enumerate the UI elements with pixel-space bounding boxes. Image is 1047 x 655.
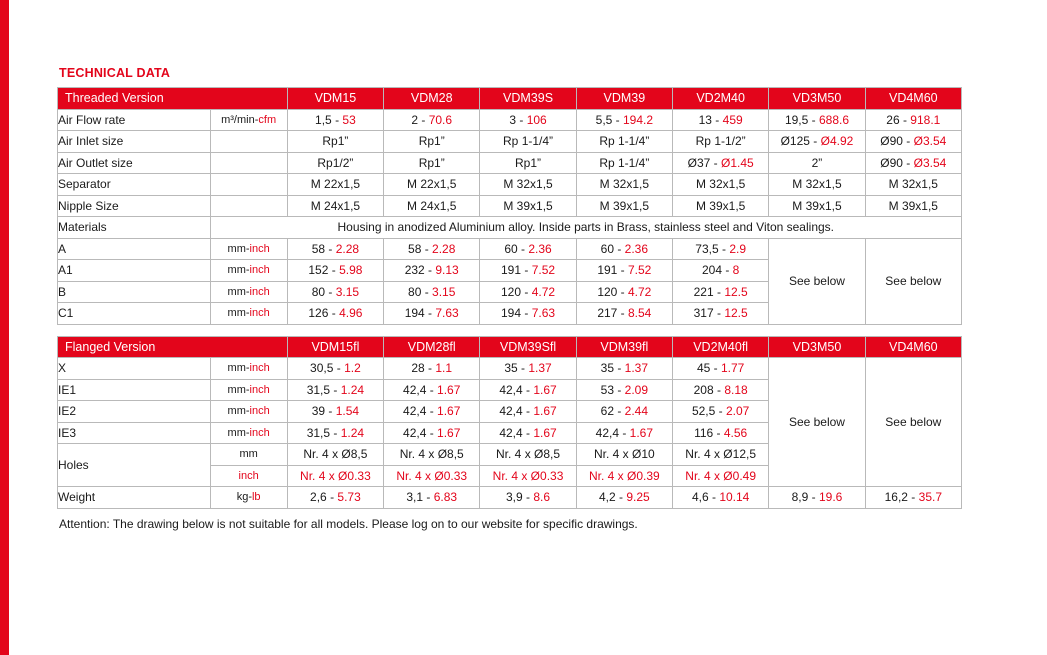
flanged-col-vdm28fl: VDM28fl: [384, 336, 480, 358]
threaded-version-table: [57, 87, 962, 325]
cell: M 22x1,5: [287, 174, 383, 196]
cell: Rp 1-1/4”: [480, 131, 576, 153]
cell: 191 - 7.52: [576, 260, 672, 282]
cell: 2”: [769, 152, 865, 174]
row-unit: m³/min-cfm: [210, 109, 287, 131]
cell: 126 - 4.96: [287, 303, 383, 325]
cell: M 22x1,5: [384, 174, 480, 196]
cell: 45 - 1.77: [673, 358, 769, 380]
row-label: Holes: [58, 444, 211, 487]
flanged-col-vd4m60: VD4M60: [865, 336, 961, 358]
cell: Ø125 - Ø4.92: [769, 131, 865, 153]
cell: 42,4 - 1.67: [384, 422, 480, 444]
table-spacer: [57, 325, 962, 336]
weight-row: [58, 487, 962, 509]
cell: 120 - 4.72: [480, 281, 576, 303]
row-unit: mm-inch: [210, 358, 287, 380]
threaded-header-row: [58, 88, 962, 110]
cell: 16,2 - 35.7: [865, 487, 961, 509]
row-label: IE2: [58, 401, 211, 423]
cell: 35 - 1.37: [576, 358, 672, 380]
cell: Ø90 - Ø3.54: [865, 131, 961, 153]
cell: Nr. 4 x Ø0.49: [673, 465, 769, 487]
cell: M 39x1,5: [769, 195, 865, 217]
table-row: [58, 358, 962, 380]
row-label: IE1: [58, 379, 211, 401]
cell: 120 - 4.72: [576, 281, 672, 303]
cell: Rp 1-1/4”: [576, 152, 672, 174]
cell: 232 - 9.13: [384, 260, 480, 282]
cell: 58 - 2.28: [287, 238, 383, 260]
cell: Nr. 4 x Ø8,5: [287, 444, 383, 466]
see-below-vd3m50: See below: [769, 238, 865, 324]
cell: 217 - 8.54: [576, 303, 672, 325]
cell: 3,9 - 8.6: [480, 487, 576, 509]
row-unit: mm-inch: [210, 281, 287, 303]
row-unit: mm-inch: [210, 238, 287, 260]
cell: M 39x1,5: [673, 195, 769, 217]
threaded-col-vdm15: VDM15: [287, 88, 383, 110]
cell: 58 - 2.28: [384, 238, 480, 260]
cell: 42,4 - 1.67: [576, 422, 672, 444]
table-row: [58, 109, 962, 131]
cell: 52,5 - 2.07: [673, 401, 769, 423]
cell: 42,4 - 1.67: [480, 401, 576, 423]
cell: M 39x1,5: [865, 195, 961, 217]
cell: 53 - 2.09: [576, 379, 672, 401]
cell: 30,5 - 1.2: [287, 358, 383, 380]
cell: 194 - 7.63: [480, 303, 576, 325]
threaded-col-vdm28: VDM28: [384, 88, 480, 110]
cell: M 32x1,5: [865, 174, 961, 196]
cell: 2 - 70.6: [384, 109, 480, 131]
cell: 3,1 - 6.83: [384, 487, 480, 509]
row-unit: [210, 174, 287, 196]
row-unit: mm-inch: [210, 401, 287, 423]
cell: 221 - 12.5: [673, 281, 769, 303]
cell: Nr. 4 x Ø0.39: [576, 465, 672, 487]
table-row: [58, 238, 962, 260]
row-unit: mm-inch: [210, 303, 287, 325]
row-label: Nipple Size: [58, 195, 211, 217]
cell: 31,5 - 1.24: [287, 379, 383, 401]
cell: M 24x1,5: [384, 195, 480, 217]
row-label: B: [58, 281, 211, 303]
cell: Ø90 - Ø3.54: [865, 152, 961, 174]
cell: 4,2 - 9.25: [576, 487, 672, 509]
cell: M 32x1,5: [576, 174, 672, 196]
cell: M 32x1,5: [769, 174, 865, 196]
flanged-version-table: [57, 336, 962, 509]
cell: Nr. 4 x Ø0.33: [480, 465, 576, 487]
see-below-vd3m50-flanged: See below: [769, 358, 865, 487]
row-label: IE3: [58, 422, 211, 444]
row-unit: [210, 131, 287, 153]
cell: Nr. 4 x Ø8,5: [480, 444, 576, 466]
row-label: Air Inlet size: [58, 131, 211, 153]
flanged-col-vd3m50: VD3M50: [769, 336, 865, 358]
cell: 208 - 8.18: [673, 379, 769, 401]
flanged-col-vd2m40fl: VD2M40fl: [673, 336, 769, 358]
table-row: [58, 174, 962, 196]
table-row: [58, 152, 962, 174]
cell: 8,9 - 19.6: [769, 487, 865, 509]
cell: 317 - 12.5: [673, 303, 769, 325]
cell: Nr. 4 x Ø0.33: [287, 465, 383, 487]
cell: M 39x1,5: [480, 195, 576, 217]
attention-note: Attention: The drawing below is not suitable for all models. Please log on to our website for specific drawings.: [59, 516, 638, 531]
row-label: Weight: [58, 487, 211, 509]
cell: 31,5 - 1.24: [287, 422, 383, 444]
row-label: A1: [58, 260, 211, 282]
cell: 13 - 459: [673, 109, 769, 131]
row-label: X: [58, 358, 211, 380]
cell: 19,5 - 688.6: [769, 109, 865, 131]
left-red-bar: [0, 0, 9, 655]
row-unit: mm-inch: [210, 260, 287, 282]
row-unit: mm-inch: [210, 422, 287, 444]
row-label: Separator: [58, 174, 211, 196]
cell: 35 - 1.37: [480, 358, 576, 380]
threaded-col-vd4m60: VD4M60: [865, 88, 961, 110]
cell: 2,6 - 5.73: [287, 487, 383, 509]
cell: Rp1”: [384, 131, 480, 153]
row-label: Air Flow rate: [58, 109, 211, 131]
materials-text: Housing in anodized Aluminium alloy. Inside parts in Brass, stainless steel and Viton sealings.: [210, 217, 962, 239]
cell: 204 - 8: [673, 260, 769, 282]
cell: Nr. 4 x Ø10: [576, 444, 672, 466]
threaded-col-vd3m50: VD3M50: [769, 88, 865, 110]
row-unit: mm-inch: [210, 379, 287, 401]
cell: 80 - 3.15: [287, 281, 383, 303]
threaded-header-label: Threaded Version: [58, 88, 288, 110]
cell: 73,5 - 2.9: [673, 238, 769, 260]
cell: M 32x1,5: [480, 174, 576, 196]
cell: 42,4 - 1.67: [480, 379, 576, 401]
cell: 39 - 1.54: [287, 401, 383, 423]
cell: 42,4 - 1.67: [480, 422, 576, 444]
page-title: TECHNICAL DATA: [59, 66, 171, 80]
see-below-vd4m60-flanged: See below: [865, 358, 961, 487]
table-row: [58, 131, 962, 153]
cell: 116 - 4.56: [673, 422, 769, 444]
cell: M 24x1,5: [287, 195, 383, 217]
row-label: C1: [58, 303, 211, 325]
cell: 80 - 3.15: [384, 281, 480, 303]
flanged-header-label: Flanged Version: [58, 336, 288, 358]
cell: 3 - 106: [480, 109, 576, 131]
row-unit: [210, 195, 287, 217]
row-label: Materials: [58, 217, 211, 239]
row-unit: [210, 152, 287, 174]
flanged-col-vdm39sfl: VDM39Sfl: [480, 336, 576, 358]
cell: Rp1”: [480, 152, 576, 174]
cell: 28 - 1.1: [384, 358, 480, 380]
cell: 1,5 - 53: [287, 109, 383, 131]
flanged-col-vdm39fl: VDM39fl: [576, 336, 672, 358]
flanged-header-row: [58, 336, 962, 358]
cell: M 39x1,5: [576, 195, 672, 217]
row-unit: kg-lb: [210, 487, 287, 509]
row-unit-inch: inch: [210, 465, 287, 487]
cell: 4,6 - 10.14: [673, 487, 769, 509]
cell: Nr. 4 x Ø8,5: [384, 444, 480, 466]
row-unit-mm: mm: [210, 444, 287, 466]
threaded-col-vdm39: VDM39: [576, 88, 672, 110]
cell: Ø37 - Ø1.45: [673, 152, 769, 174]
cell: 60 - 2.36: [480, 238, 576, 260]
cell: 5,5 - 194.2: [576, 109, 672, 131]
cell: 42,4 - 1.67: [384, 379, 480, 401]
cell: 152 - 5.98: [287, 260, 383, 282]
table-row: [58, 195, 962, 217]
cell: 60 - 2.36: [576, 238, 672, 260]
cell: Rp1/2”: [287, 152, 383, 174]
flanged-col-vdm15fl: VDM15fl: [287, 336, 383, 358]
cell: 42,4 - 1.67: [384, 401, 480, 423]
threaded-col-vdm39s: VDM39S: [480, 88, 576, 110]
cell: 194 - 7.63: [384, 303, 480, 325]
threaded-col-vd2m40: VD2M40: [673, 88, 769, 110]
cell: Nr. 4 x Ø0.33: [384, 465, 480, 487]
content-area: [57, 66, 962, 531]
cell: Rp1”: [287, 131, 383, 153]
row-label: A: [58, 238, 211, 260]
cell: Rp 1-1/4”: [576, 131, 672, 153]
cell: Nr. 4 x Ø12,5: [673, 444, 769, 466]
cell: 26 - 918.1: [865, 109, 961, 131]
cell: Rp1”: [384, 152, 480, 174]
see-below-vd4m60: See below: [865, 238, 961, 324]
cell: M 32x1,5: [673, 174, 769, 196]
cell: 62 - 2.44: [576, 401, 672, 423]
cell: 191 - 7.52: [480, 260, 576, 282]
row-label: Air Outlet size: [58, 152, 211, 174]
materials-row: [58, 217, 962, 239]
cell: Rp 1-1/2”: [673, 131, 769, 153]
